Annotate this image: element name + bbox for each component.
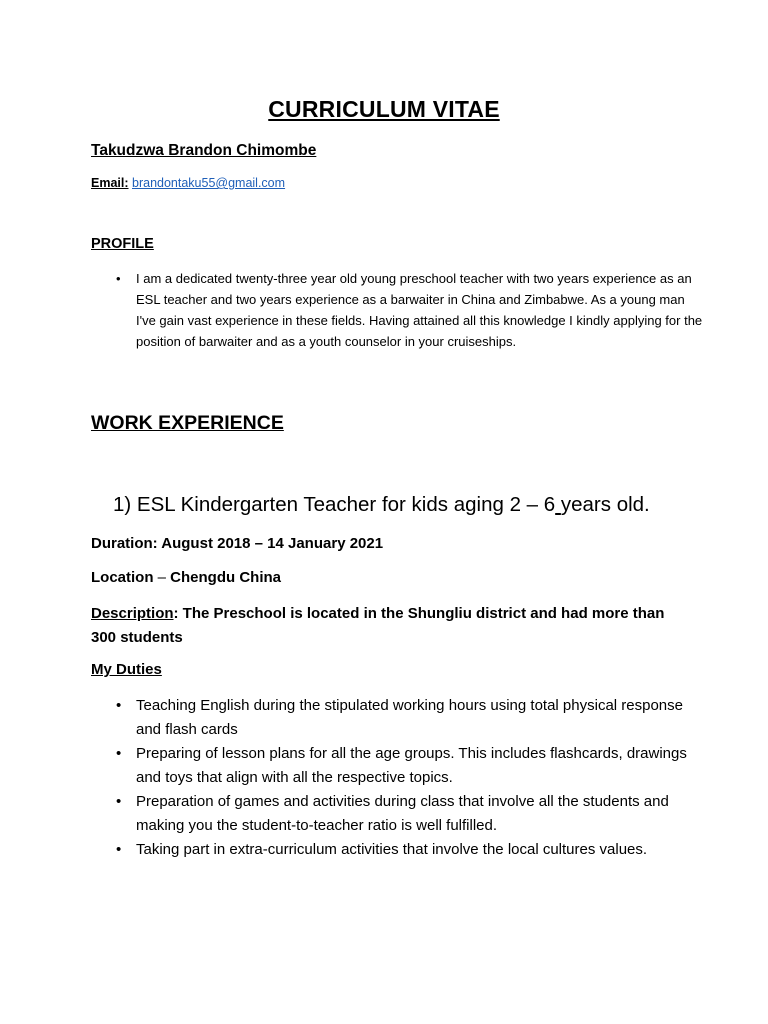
candidate-name: Takudzwa Brandon Chimombe xyxy=(91,142,317,159)
duty-item xyxy=(113,790,693,838)
document-title: CURRICULUM VITAE xyxy=(268,96,500,122)
bullet-icon: • xyxy=(116,745,122,762)
bullet-icon: • xyxy=(116,697,122,714)
email-link[interactable]: brandontaku55@gmail.com xyxy=(132,176,286,190)
duty-text: Preparing of lesson plans for all the age groups. This includes flashcards, drawings and toys that align with all the respective topics. xyxy=(136,745,687,786)
email-line xyxy=(91,176,285,190)
location-dash: – xyxy=(157,569,167,586)
duty-item xyxy=(113,838,693,862)
location-label: Location xyxy=(91,569,158,586)
job-title-part: years old. xyxy=(560,493,650,516)
duration-label: Duration xyxy=(91,535,153,552)
email-label: Email: xyxy=(91,176,129,190)
bullet-icon: • xyxy=(116,793,122,810)
location-line xyxy=(91,569,281,586)
duty-text: Taking part in extra-curriculum activities that involve the local cultures values. xyxy=(136,841,648,858)
duty-text: Teaching English during the stipulated working hours using total physical response and flash cards xyxy=(136,697,683,738)
location-value: Chengdu China xyxy=(166,569,282,586)
description-line xyxy=(91,602,691,650)
duty-text: Preparation of games and activities during class that involve all the students and making you the student-to-teacher ratio is well fulfilled. xyxy=(136,793,669,834)
description-value: : The Preschool is located in the Shungliu district and had more than 300 students xyxy=(91,605,665,646)
bullet-icon: • xyxy=(116,271,121,286)
duty-item xyxy=(113,742,693,790)
duration-value: : August 2018 – 14 January 2021 xyxy=(152,535,384,552)
duties-heading: My Duties xyxy=(91,661,162,678)
profile-item xyxy=(113,268,703,352)
profile-heading: PROFILE xyxy=(91,236,154,252)
work-experience-heading: WORK EXPERIENCE xyxy=(91,412,284,434)
duration-line xyxy=(91,535,383,552)
description-label: Description xyxy=(91,605,174,622)
duty-item xyxy=(113,694,693,742)
job-title-part: 1) ESL Kindergarten Teacher for kids aging 2 – 6 xyxy=(113,493,556,516)
job-title xyxy=(113,493,650,517)
duties-list xyxy=(113,694,693,862)
bullet-icon: • xyxy=(116,841,122,858)
profile-list xyxy=(113,268,703,352)
profile-text: I am a dedicated twenty-three year old young preschool teacher with two years experience as an ESL teacher and two years experience as a barwaiter in China and Zimbabwe. As a young man I've gain vast experience in these fields. Having attained all this knowledge I kindly applying for the position of barwaiter and as a youth counselor in your cruiseships. xyxy=(136,271,703,349)
